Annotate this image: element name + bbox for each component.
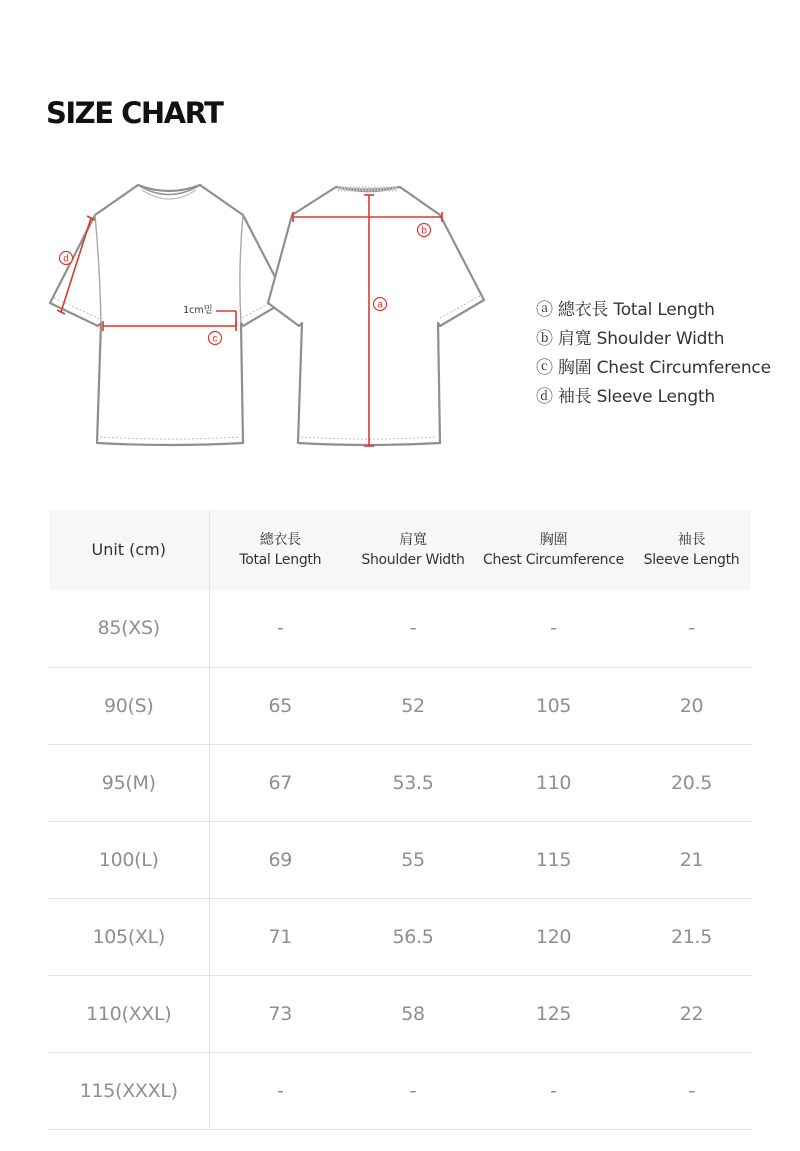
value-cell: - [276,617,284,640]
tshirt-back-illustration [268,187,484,445]
marker-a-icon: ⓐ [536,300,553,320]
value-cell: - [409,1079,417,1102]
size-cell: 105(XL) [49,898,209,975]
value-cell: 110 [535,771,572,794]
marker-b [418,224,431,237]
value-cell: 73 [268,1002,293,1025]
size-table [49,510,751,1130]
table-row [49,975,751,1052]
column-header-total-length: 總衣長 Total Length [239,532,322,568]
value-cell: 21.5 [670,925,713,948]
size-cell: 95(M) [49,744,209,821]
legend-item-total-length [536,296,771,325]
legend-item-sleeve-length [536,383,771,412]
legend-label: 總衣長 Total Length [557,300,715,320]
size-cell: 90(S) [49,667,209,744]
svg-text:c: c [212,333,218,345]
value-cell: 125 [535,1002,572,1025]
legend-item-shoulder-width [536,325,771,354]
legend-label: 胸圍 Chest Circumference [557,358,771,378]
tshirt-diagram [40,160,500,455]
value-cell: 58 [401,1002,425,1025]
marker-c [209,332,222,345]
size-cell: 85(XS) [49,590,209,667]
value-cell: 20 [679,694,704,717]
value-cell: - [688,617,695,640]
value-cell: 53.5 [392,771,434,794]
measurement-legend [536,296,771,412]
value-cell: 67 [268,771,293,794]
svg-text:d: d [63,253,69,265]
table-row [49,898,751,975]
tshirt-front-illustration [50,185,287,445]
unit-header: Unit (cm) [49,510,209,590]
value-cell: 105 [535,694,572,717]
legend-label: 肩寬 Shoulder Width [557,329,725,349]
value-cell: - [688,1079,695,1102]
table-row [49,744,751,821]
marker-d [60,252,73,265]
size-cell: 115(XXXL) [49,1052,209,1129]
table-row [49,667,751,744]
value-cell: 55 [401,848,425,871]
marker-c-icon: ⓒ [536,358,553,378]
legend-item-chest-circumference [536,354,771,383]
svg-text:a: a [377,299,383,311]
table-row [49,821,751,898]
marker-b-icon: ⓑ [536,329,553,349]
chest-note-label: 1cm밑 [183,305,213,316]
column-header-shoulder-width: 肩寬 Shoulder Width [361,532,465,568]
column-header-chest-circumference: 胸圍 Chest Circumference [483,532,624,568]
value-cell: 65 [268,694,293,717]
value-cell: - [550,617,557,640]
page-title: SIZE CHART [46,96,223,130]
table-row [49,1052,751,1129]
value-cell: 115 [535,848,572,871]
marker-a [374,298,387,311]
value-cell: 71 [268,925,293,948]
value-cell: - [550,1079,557,1102]
value-cell: 56.5 [392,925,434,948]
table-row [49,590,751,667]
value-cell: - [276,1079,284,1102]
table-header-row [49,510,751,590]
value-cell: 52 [401,694,425,717]
value-cell: 20.5 [670,771,713,794]
value-cell: 21 [679,848,704,871]
size-cell: 100(L) [49,821,209,898]
column-header-sleeve-length: 袖長 Sleeve Length [643,532,740,568]
marker-d-icon: ⓓ [536,387,553,407]
value-cell: - [409,617,417,640]
value-cell: 69 [268,848,293,871]
svg-text:b: b [421,225,427,237]
value-cell: 22 [679,1002,704,1025]
legend-label: 袖長 Sleeve Length [557,387,716,407]
value-cell: 120 [535,925,572,948]
size-cell: 110(XXL) [49,975,209,1052]
